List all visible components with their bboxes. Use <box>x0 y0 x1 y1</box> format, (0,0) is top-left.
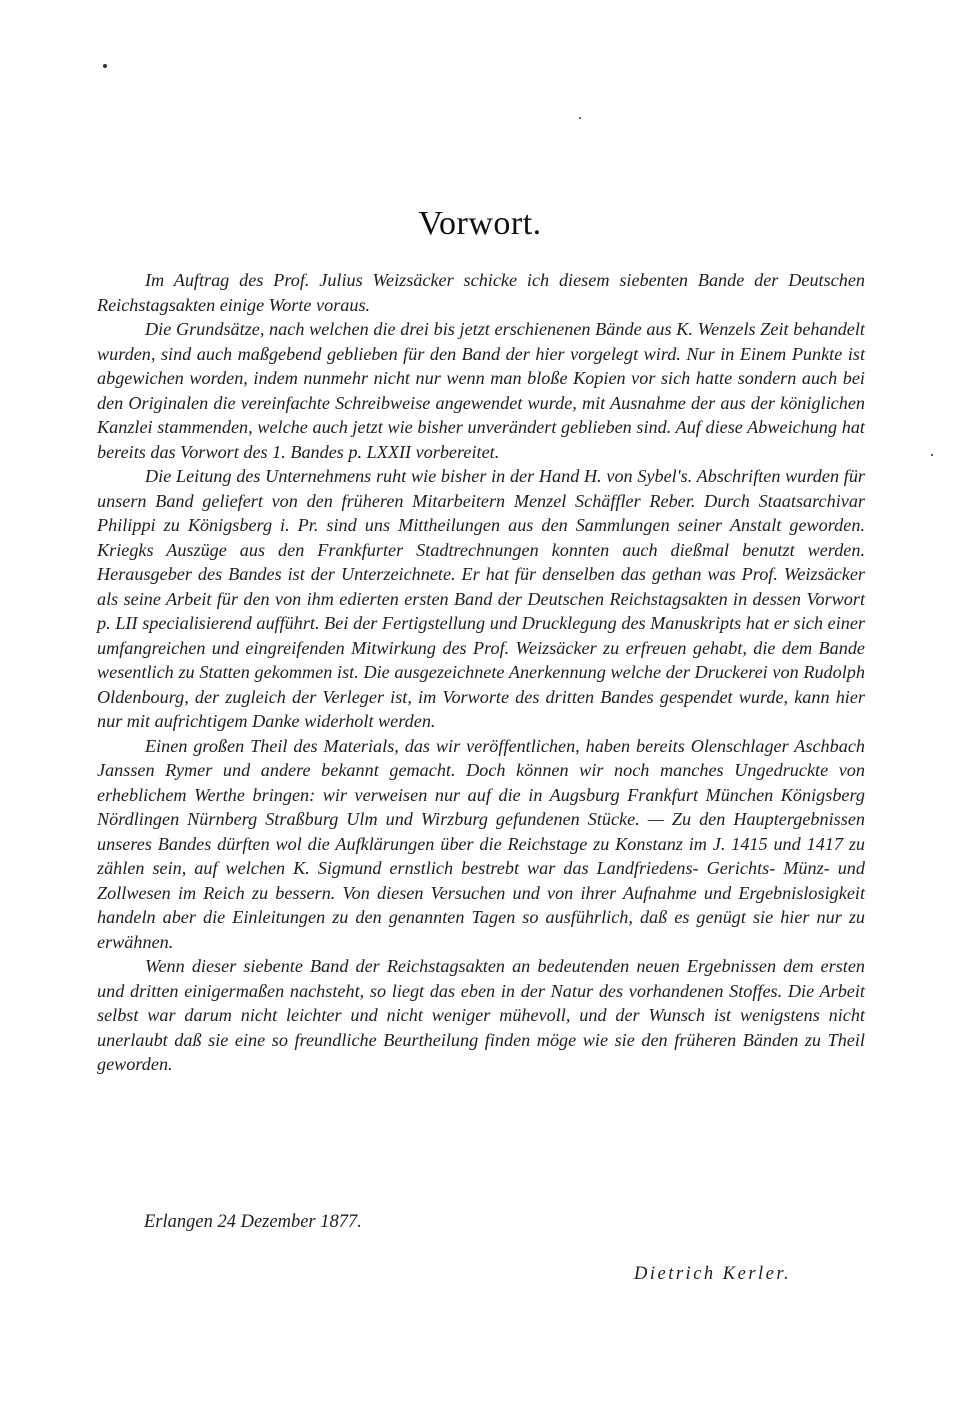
signature: Dietrich Kerler. <box>634 1264 792 1284</box>
print-speck <box>579 117 581 119</box>
paragraph: Die Grundsätze, nach welchen die drei bis jetzt erschienenen Bände aus K. Wenzels Zeit behandelt wurden, sind auch maßgebend geblieben für den Band der hier vorgelegt wird. Nur in Einem Punkte ist abgewichen worden, indem nunmehr nicht nur wenn man bloße Kopien vor sich hatte sondern auch bei den Originalen die vereinfachte Schreibweise angewendet wurde, mit Ausnahme der aus der königlichen Kanzlei stammenden, welche auch jetzt wie bisher unverändert geblieben sind. Auf diese Abweichung hat bereits das Vorwort des 1. Bandes p. LXXII vorbereitet. <box>97 319 865 462</box>
paragraph: Im Auftrag des Prof. Julius Weizsäcker schicke ich diesem siebenten Bande der Deutschen Reichstagsakten einige Worte voraus. <box>97 270 865 315</box>
page-title: Vorwort. <box>418 205 542 242</box>
paragraph: Einen großen Theil des Materials, das wir veröffentlichen, haben bereits Olenschlager Aschbach Janssen Rymer und andere bekannt gemacht. Doch können wir noch manches Ungedruckte von erheblichem Werthe bringen: wir verweisen nur auf die in Augsburg Frankfurt München Königsberg Nördlingen Nürnberg Straßburg Ulm und Wirzburg gefundenen Stücke. — Zu den Hauptergebnissen unseres Bandes dürften wol die Aufklärungen über die Reichstage zu Konstanz im J. 1415 und 1417 zu zählen sein, auf welchen K. Sigmund ernstlich bestrebt war das Landfriedens- Gerichts- Münz- und Zollwesen im Reich zu bessern. Von diesen Versuchen und von ihrer Aufnahme und Ergebnislosigkeit handeln aber die Einleitungen zu den genannten Tagen so ausführlich, daß es genügt sie hier nur zu erwähnen. <box>97 735 865 952</box>
print-speck <box>103 64 107 68</box>
print-speck <box>931 454 933 456</box>
paragraph: Wenn dieser siebente Band der Reichstagsakten an bedeutenden neuen Ergebnissen dem ersten und dritten einigermaßen nachsteht, so liegt das eben in der Natur des vorhandenen Stoffes. Die Arbeit selbst war darum nicht leichter und nicht weniger mühevoll, und der Wunsch ist wenigstens nicht unerlaubt daß sie eine so freundliche Beurtheilung finden möge wie sie den früheren Bänden zu Theil geworden. <box>97 956 865 1074</box>
date-line: Erlangen 24 Dezember 1877. <box>144 1212 362 1232</box>
preface-body <box>97 268 865 1077</box>
paragraph: Die Leitung des Unternehmens ruht wie bisher in der Hand H. von Sybel's. Abschriften wurden für unsern Band geliefert von den früheren Mitarbeitern Menzel Schäffler Reber. Durch Staatsarchivar Philippi zu Königsberg i. Pr. sind uns Mittheilungen aus den Sammlungen seiner Anstalt geworden. Kriegks Auszüge aus den Frankfurter Stadtrechnungen konnten auch dießmal benutzt werden. Herausgeber des Bandes ist der Unterzeichnete. Er hat für denselben das gethan was Prof. Weizsäcker als seine Arbeit für den von ihm edierten ersten Band der Deutschen Reichstagsakten in dessen Vorwort p. LII specialisierend aufführt. Bei der Fertigstellung und Drucklegung des Manuskripts hat er sich einer umfangreichen und eingreifenden Mitwirkung des Prof. Weizsäcker zu erfreuen gehabt, die dem Bande wesentlich zu Statten gekommen ist. Die ausgezeichnete Anerkennung welche der Druckerei von Rudolph Oldenbourg, der zugleich der Verleger ist, im Vorworte des dritten Bandes gespendet wurde, kann hier nur mit aufrichtigem Danke widerholt werden. <box>97 466 865 731</box>
